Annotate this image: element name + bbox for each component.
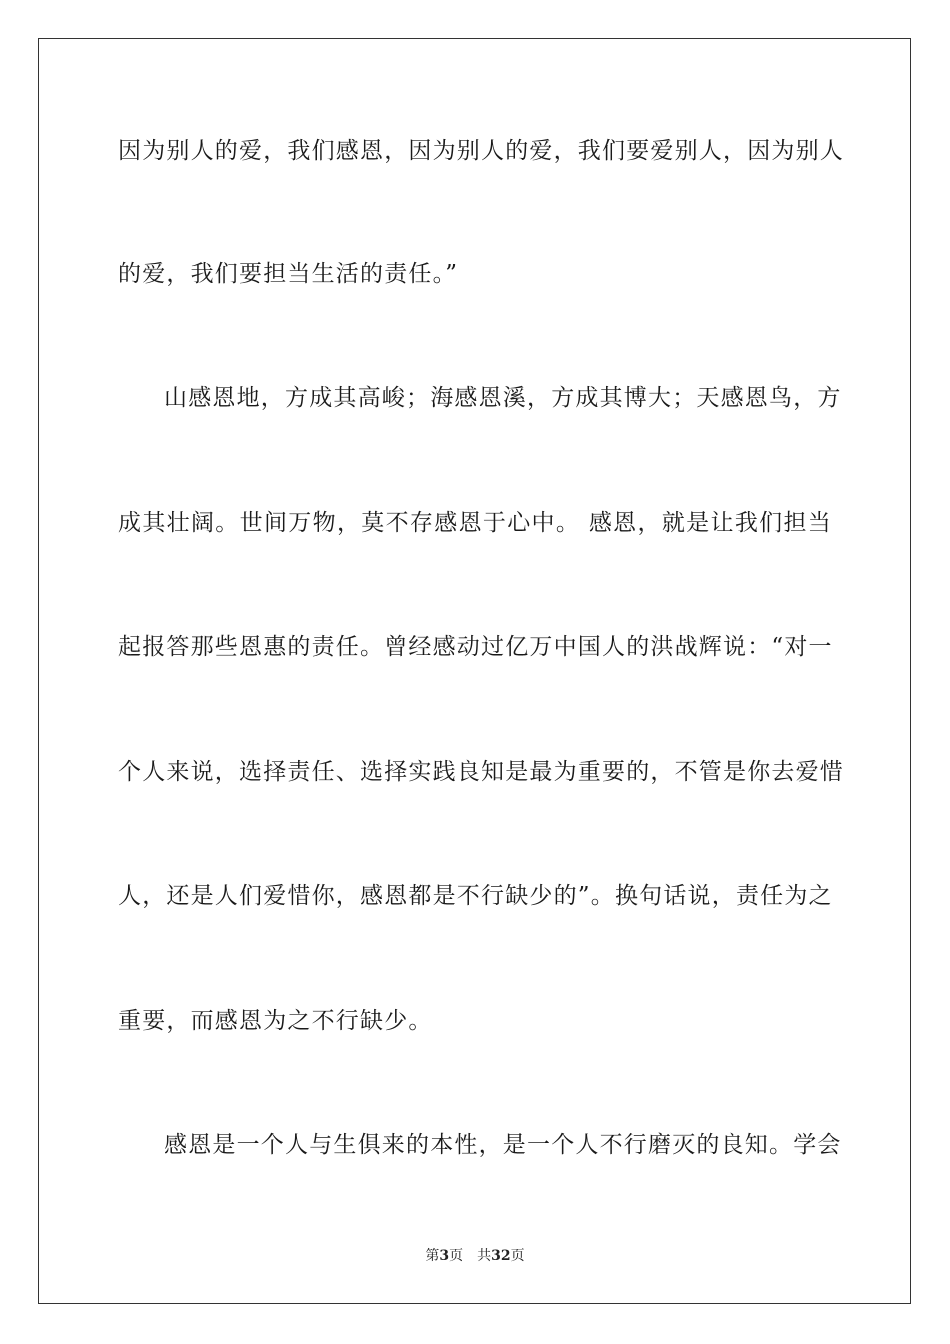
page-border xyxy=(38,38,911,1304)
paragraph-line: 个人来说，选择责任、选择实践良知是最为重要的，不管是你去爱惜 xyxy=(118,759,844,785)
paragraph-line: 山感恩地，方成其高峻；海感恩溪，方成其博大；天感恩鸟，方 xyxy=(164,385,842,411)
paragraph-line: 起报答那些恩惠的责任。曾经感动过亿万中国人的洪战辉说：“对一 xyxy=(118,634,833,660)
page-prefix: 第 xyxy=(425,1248,440,1264)
total-prefix: 共 xyxy=(477,1248,492,1264)
paragraph-line: 感恩是一个人与生俱来的本性，是一个人不行磨灭的良知。学会 xyxy=(164,1132,842,1158)
total-suffix: 页 xyxy=(510,1248,525,1264)
paragraph-line: 因为别人的爱，我们感恩，因为别人的爱，我们要爱别人，因为别人 xyxy=(118,138,844,164)
total-pages: 32 xyxy=(491,1248,511,1264)
paragraph-line: 重要，而感恩为之不行缺少。 xyxy=(118,1008,433,1034)
paragraph-line: 成其壮阔。世间万物，莫不存感恩于心中。 感恩，就是让我们担当 xyxy=(118,510,832,536)
page-suffix: 页 xyxy=(449,1248,464,1264)
page-footer xyxy=(0,1246,950,1266)
paragraph-line: 的爱，我们要担当生活的责任。” xyxy=(118,261,459,287)
paragraph-line: 人，还是人们爱惜你，感恩都是不行缺少的”。换句话说，责任为之 xyxy=(118,883,833,909)
page-number: 3 xyxy=(439,1248,450,1264)
